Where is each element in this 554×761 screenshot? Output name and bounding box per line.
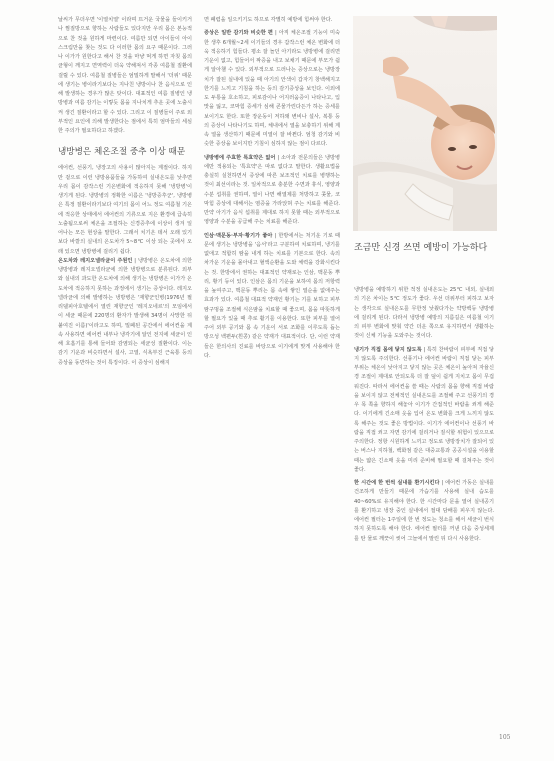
intro-paragraph: 날씨가 무더우면 '이열치열' 이라며 뜨거운 국물을 들이키거나 찜질방으로 향하는 사람들도 있다지만 우리 몸은 본능적으로 찬 것을 원하게 마련이다. 여름만 되면 아이들이 아이스크림만을 찾는 것도 다 이러한 몸의 요구 때문이다. 그러나 이가가 원한다고 해서 찬 것을 마냥 먹게 하면 자칫 몸의 균형이 깨지고 면역력이 더욱 약해져서 각종 여름철 질환에 걸릴 수 있다. 여름철 질병들은 엄밀하게 말해서 '더위' 때문에 생기는 병이라기보다는 지나친 냉방이나 찬 음식으로 인해 발생하는 경우가 많은 탓이다. 대표적인 여름 질병인 냉방병과 여름 감기는 이렇듯 몸을 지나치게 추운 곳에 노출시켜 생긴 질환이라고 할 수 있다. 그리고 이 질병들이 주로 외부적인 요인에 의해 발생한다는 점에서 특히 엄마들의 세심한 주의가 필요하다고 하겠다. <box>58 17 192 134</box>
paragraph-text: | 소아과 전문의들은 냉방병에만 적용되는 '특효약'은 따로 없다고 말한다. 생활요법을 충실히 실천하면서 증상에 따른 보조적인 치료를 병행하는 것이 최선이라는 것. 일차적으로 충분한 수면과 휴식, 영양과 수분 섭취를 권하며, 열이 나면 해열제를 처방하고 콧물, 코막힘 증상에 대해서는 염증을 가라앉혀 주는 치료를 해준다. 만약 아기가 음식 섭취를 제대로 하지 못할 때는 외부적으로 영양과 수분을 공급해 주는 치료를 해준다. <box>204 154 340 226</box>
paragraph <box>204 232 340 362</box>
subheading: 인삼·맥문동·부자·황기가 좋아 <box>204 232 273 239</box>
paragraph <box>354 479 494 544</box>
paragraph <box>204 154 340 228</box>
paragraph-text: | 한방에서는 처기운 기로 때문에 생기는 냉방병을 '음서'라고 구분하여 치료하며, 냉기를 없애고 적합히 땀을 내게 하는 치료를 기본으로 한다. 속의 차가운 기운을 몰아내고 혈액순환을 도와 체력을 강화시킨다는 것. 한방에서 권하는 대표적인 약재로는 인삼, 맥문동 뿌리, 황기 등이 있다. 인삼은 몸의 기운을 보하여 몸의 저항력을 높여주고, 맥문동 뿌리는 몸 속에 쌓인 열순을 없애주는 효과가 있다. 여름철 대표적 약재인 황기는 기를 보하고 피부 땀구멍을 조절해 식은땀을 치료할 때 좋으며, 몸을 따뜻하게 할 필요가 있을 때 추로 활기를 이용한다. 또한 피부를 열어주어 외부 공기와 몸 속 기운이 서로 조화를 이루도록 돕는 방으성 백편두(흰콩) 같은 약재가 대표적이다. 단, 이런 약재들은 한의사의 진료를 바탕으로 이기에게 맞게 사용해야 한다. <box>204 232 340 359</box>
subheading: 증상은 일반 감기와 비슷한 편 <box>204 30 273 37</box>
paragraph-text: | 냉방병은 온도차에 의한 냉방병과 레지오넬라균에 의한 냉방병으로 분류된다. 외부와 실내의 과도한 온도차에 의해 생기는 냉방병은 이가가 온도차에 적응하지 못하는 과정에서 생기는 증상이다. 레지오넬라균에 의해 발병하는 냉방병은 '재향군인병(1976년 필리델피아호텔에서 열린 재향군인 '레지오네르'의 모임에서 이 세균 때문에 220명의 환자가 발생해 34명이 사망한 뒤 붙여진 이름)'이라고도 하며, 밀폐된 공간에서 에어컨을 계속 사용하면 에어컨 내부나 냉각기에 알인 전지에 세균이 인해 호흡기를 통해 들어와 감염되는 세균성 질환이다. 이는 감기 기운과 비슷하면서 설사, 고열, 식욕부진 근육통 등의 증상을 동반하는 것이 특징이다. 이 증상이 심해지 <box>58 257 192 366</box>
page-number: 105 <box>499 734 511 741</box>
article-column-middle <box>204 16 340 706</box>
paragraph-text: | 특히 찬바람이 피부에 직접 닿지 않도록 주의한다. 선풍기나 에어컨 바람이 직접 닿는 피부 부위는 체온이 낮아지고 닿지 않는 곳은 체온이 높아져 자율신경 조절이 제대로 안되도록 더 잘 덮이 쉽게 지치고 몸이 무겁워진다. 따라서 에어컨을 쓸 때는 사람의 몸을 향해 직접 바람을 보이지 않고 전체적인 실내온도를 조절해 주고 선풍기의 경우 목 쪽을 향하지 해놓아 이기가 간접적인 바람을 쐬게 해준다. 이기에게 긴소매 옷을 입어 온도 변화를 크게 느끼지 않도록 해주는 것도 좋은 방법이다. 이기가 에어컨이나 선풍기 바람을 직접 쐬고 자면 감기에 걸리거나 질식할 위험이 있으므로 주의한다. 정항 시원하게 느끼고 정도로 냉방장치가 잘되어 있는 버스나 지하철, 백화점 같은 대중교통과 공공시설을 이용할 때는 얇은 긴소매 옷을 미리 준비해 필요할 때 걸쳐주는 것이 좋다. <box>354 346 494 473</box>
paragraph: 에어컨, 선풍기, 냉장고의 사용이 많아지는 계절이다. 하지만 겉으로 이런 냉방용품들을 가동하여 실내온도를 낮추면 우리 몸이 감작스런 기온변화에 적응하지 못해 '냉방병'이 생기게 된다. 냉방병의 정확한 이름은 '냉방증후군', 냉방병은 특정 질환이라기보다 여기의 몸이 어느 정도 여름철 기온에 적응한 상태에서 에어컨의 기류으로 지은 환경에 급속히 노출됨으로써 체온을 조절하는 신경증추에 이상이 생겨 일어나는 모든 현상을 말한다. 그래서 치기온 데서 오래 있기보다 바깥의 실내의 온도차가 5~8℃ 이상 되는 곳에서 오래 있으면 냉방병에 걸리기 쉽다. <box>58 165 192 255</box>
subheading: 온도차와 레지오넬라균이 주원인 <box>58 257 133 264</box>
subheading: 냉방병에 주효한 특효약은 없어 <box>204 154 276 161</box>
section-title-prevention: 조금만 신경 쓰면 예방이 가능하다 <box>354 243 488 253</box>
paragraph <box>204 29 340 149</box>
subheading: 한 시간에 한 번씩 실내를 환기시킨다 <box>354 480 440 486</box>
paragraph <box>58 257 192 368</box>
subheading: 냉기가 직접 몸에 닿지 않도록 <box>354 346 422 353</box>
paragraph: 면 폐렴을 일으키기도 하므로 각별히 예방에 힘써야 한다. <box>204 17 333 23</box>
article-column-right <box>354 286 494 686</box>
paragraph-text: | 아직 체온조절 기능이 미숙한 생후 6개월~2세 이기들의 경우 갑작스런 체온 변화에 더욱 적응하기 힘들다. 평소 잘 놀던 아기라도 냉방병에 걸리면 기운이 없고, 힘들어서 짜증을 내고 보채기 때문에 부모가 쉽게 알아챌 수 있다. 외부적으로 드러나는 증상으로는 냉방장치가 잘된 실내에 있을 때 아기의 안색이 갑자기 창백해지고 한기를 느끼고 기침을 하는 등의 감기증상을 보인다. 이외에도 두통을 호소하고, 피로감이나 어지러움증이 나타나고, 입맛을 잃고, 코막힘 증세가 심해 콘물가린다든가 하는 증세를 보이기도 한다. 또한 장운동이 저하돼 변비나 설사, 복통 등의 증상이 나타나기도 하며, 체내에서 열을 보충하기 위해 계속 열을 생산하기 때문에 미열이 잘 바뀐다. 엄청 감기와 비슷한 증상을 보이지만 기침이 심하지 않는 점이 다르다. <box>204 30 340 148</box>
section-title-cooling-illness: 냉방병은 체온조절 중추 이상 때문 <box>58 147 186 158</box>
article-column-left <box>58 16 192 696</box>
paragraph-text: | 에어컨 가동은 실내를 건조하게 만들기 때문에 가습기를 사용해 실내 습도를 40~60%로 유지해야 한다. 한 시간마다 문을 열어 실내공기를 환기하고 냉장 중인 실내에서 절대 담배를 피우지 않는다. 에어컨 필터는 1주일에 한 번 정도는 청소를 해서 세균이 번식하지 못하도록 해야 한다. 에어컨 필터를 꺼낸 다음 중성세제를 탄 물로 깨끗이 씻어 그늘에서 말린 뒤 다시 사용한다. <box>354 480 494 542</box>
baby-temperature-photo <box>353 16 497 231</box>
paragraph: 냉방병을 예방하기 위한 적정 실내온도는 25℃ 내외, 실내외의 기온 차이는 5℃ 정도가 좋다. 우선 더위부터 피하고 보자는 생각으로 실내온도를 무한정 낮췄다가는 약방백등 냉방병에 걸리게 된다. 다라서 냉방병 예방의 지름길은 여름철 이기의 피부 변화에 맞춰 약간 더운 쪽으로 유지하면서 생활하는 것이 신체 기능을 도와주는 것이다. <box>354 287 494 340</box>
paragraph <box>354 346 494 476</box>
